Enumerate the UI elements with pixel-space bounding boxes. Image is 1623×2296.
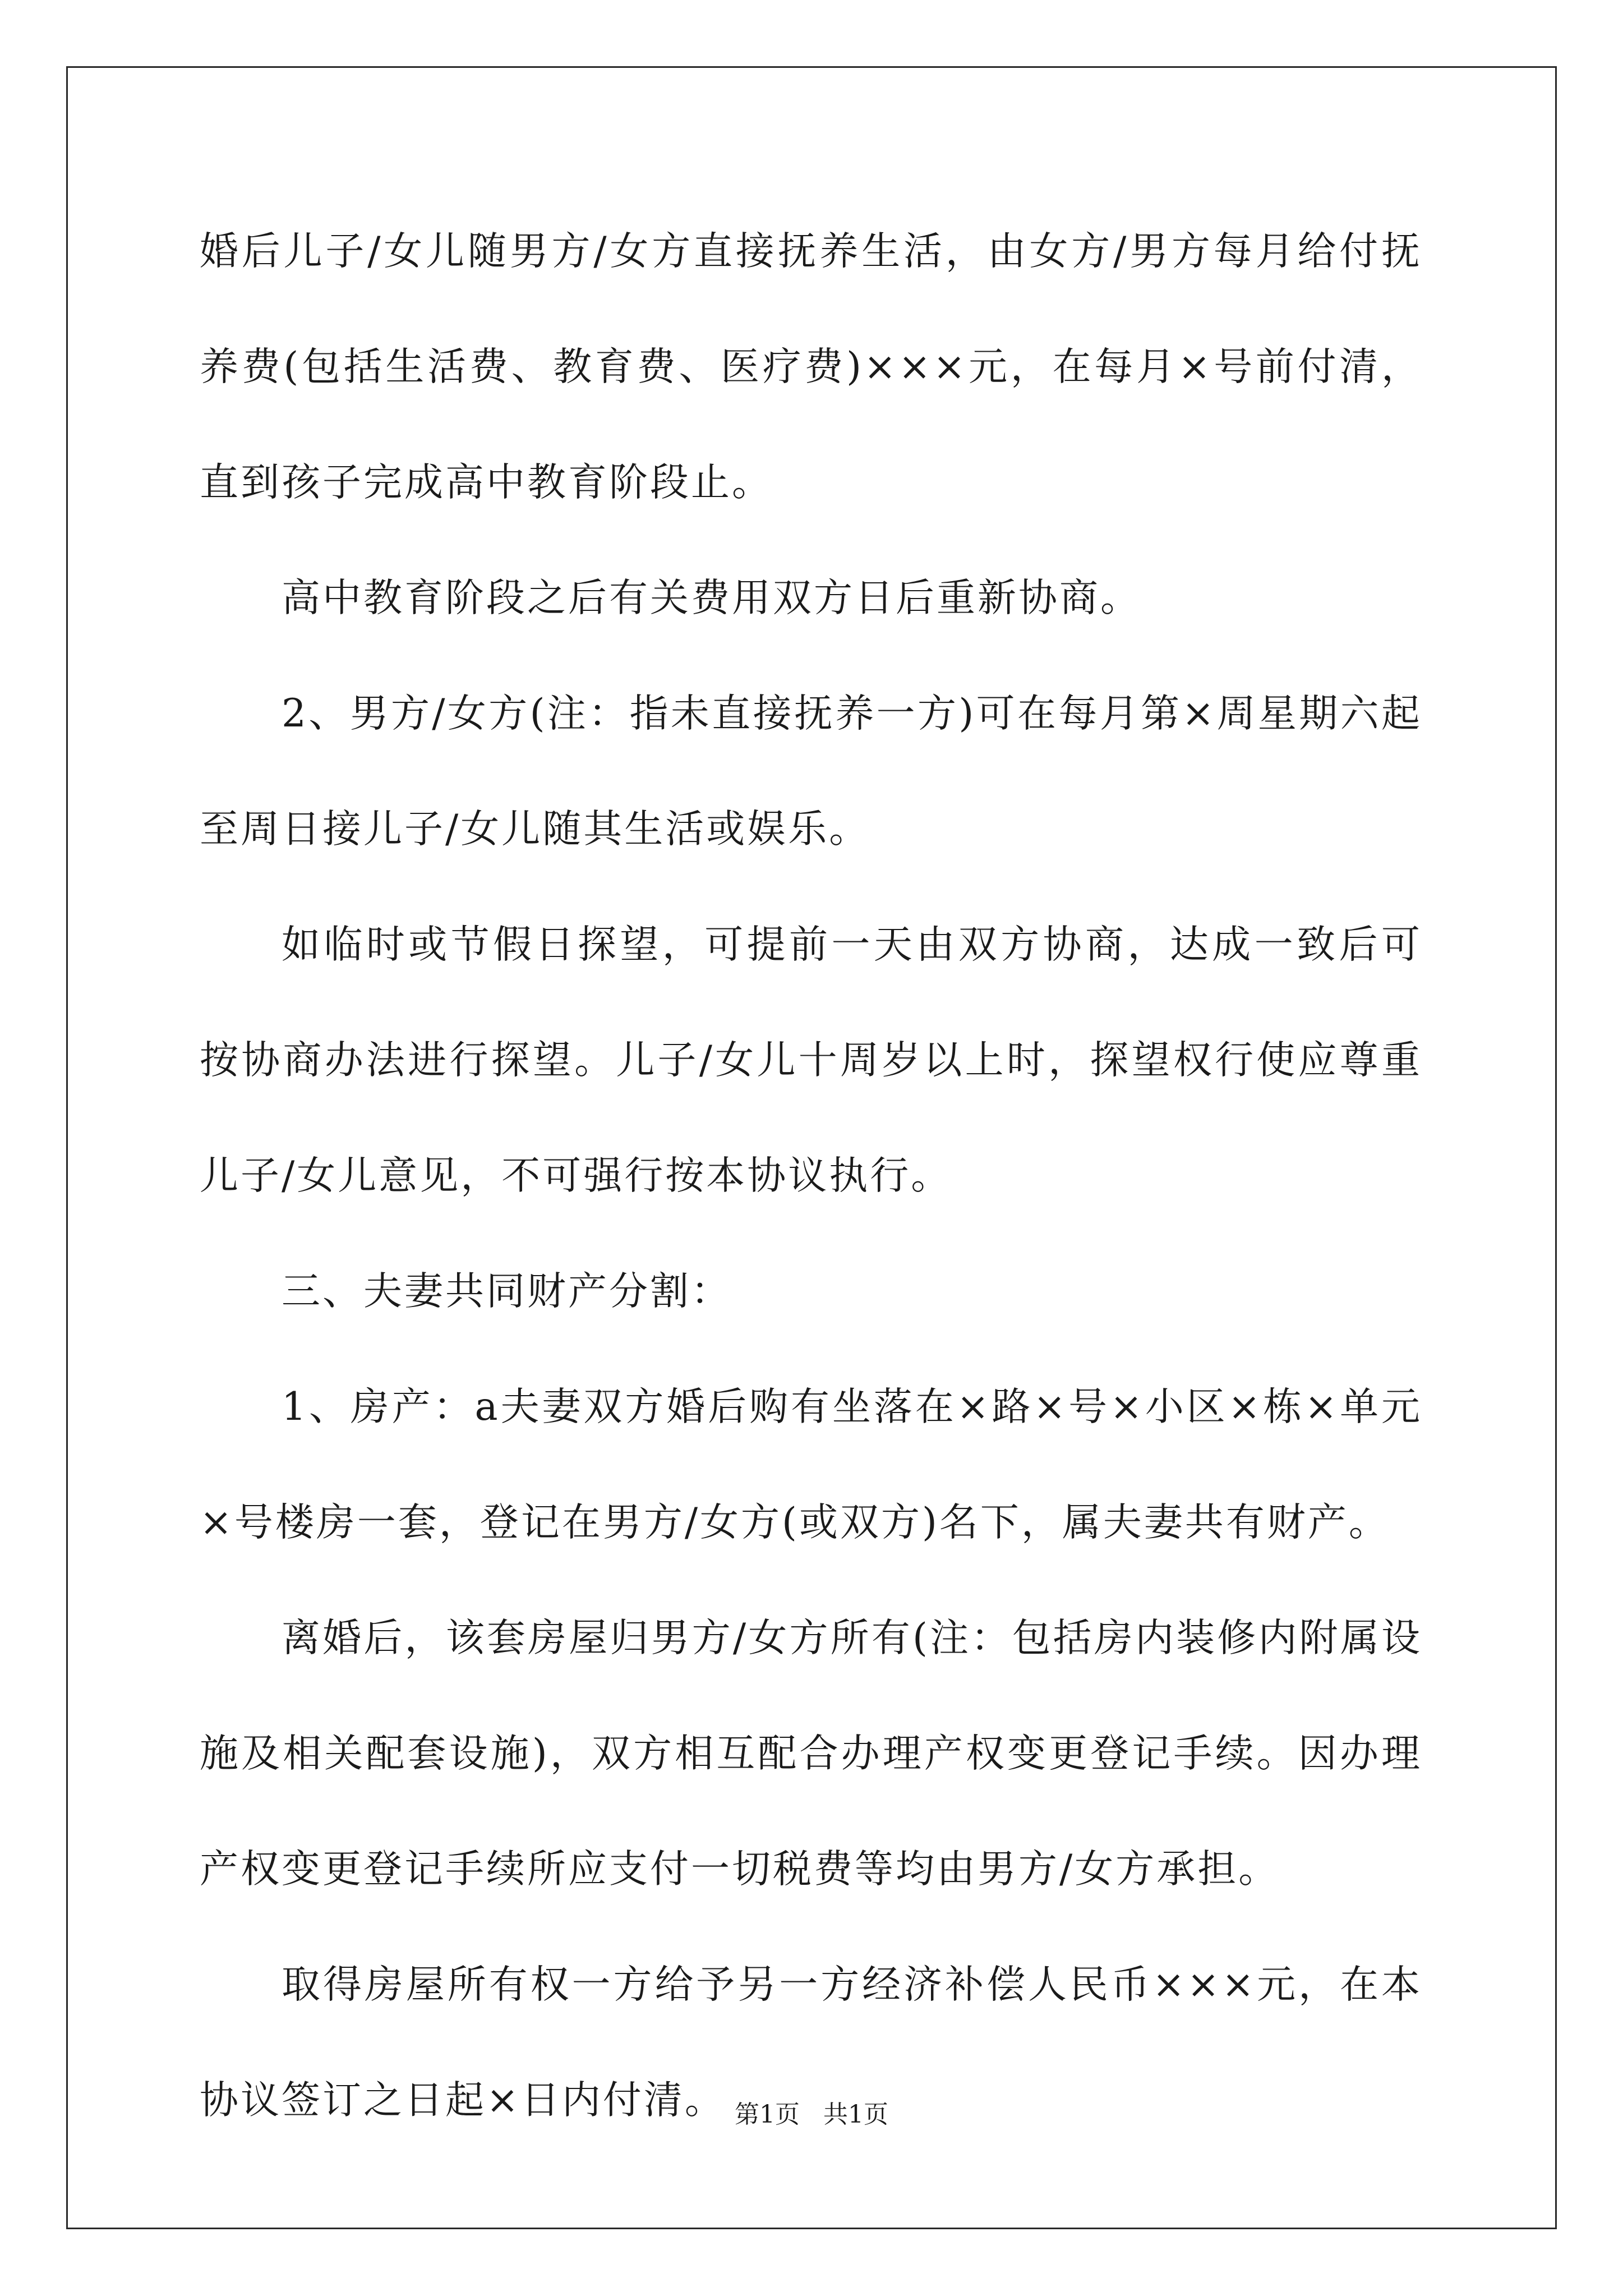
page-footer: 第1页 共1页 <box>735 2100 888 2129</box>
paragraph-2: 高中教育阶段之后有关费用双方日后重新协商。 <box>282 576 1141 620</box>
document-body <box>200 194 1422 2158</box>
paragraph-4: 如临时或节假日探望，可提前一天由双方协商，达成一致后可按协商办法进行探望。儿子/女儿十周岁以上时，探望权行使应尊重儿子/女儿意见，不可强行按本协议执行。 <box>200 922 1422 1198</box>
section-heading: 三、夫妻共同财产分割： <box>282 1269 732 1314</box>
paragraph-1: 婚后儿子/女儿随男方/女方直接抚养生活，由女方/男方每月给付抚养费(包括生活费、教育费、医疗费)×××元，在每月×号前付清，直到孩子完成高中教育阶段止。 <box>200 229 1422 505</box>
paragraph-8: 取得房屋所有权一方给予另一方经济补偿人民币×××元，在本协议签订之日起×日内付清。 <box>200 1962 1422 2123</box>
paragraph-6: 1、房产：a夫妻双方婚后购有坐落在×路×号×小区×栋×单元×号楼房一套，登记在男方/女方(或双方)名下，属夫妻共有财产。 <box>200 1384 1422 1545</box>
paragraph-3: 2、男方/女方(注：指未直接抚养一方)可在每月第×周星期六起至周日接儿子/女儿随其生活或娱乐。 <box>200 691 1422 852</box>
paragraph-7: 离婚后，该套房屋归男方/女方所有(注：包括房内装修内附属设施及相关配套设施)，双方相互配合办理产权变更登记手续。因办理产权变更登记手续所应支付一切税费等均由男方/女方承担。 <box>200 1616 1422 1892</box>
